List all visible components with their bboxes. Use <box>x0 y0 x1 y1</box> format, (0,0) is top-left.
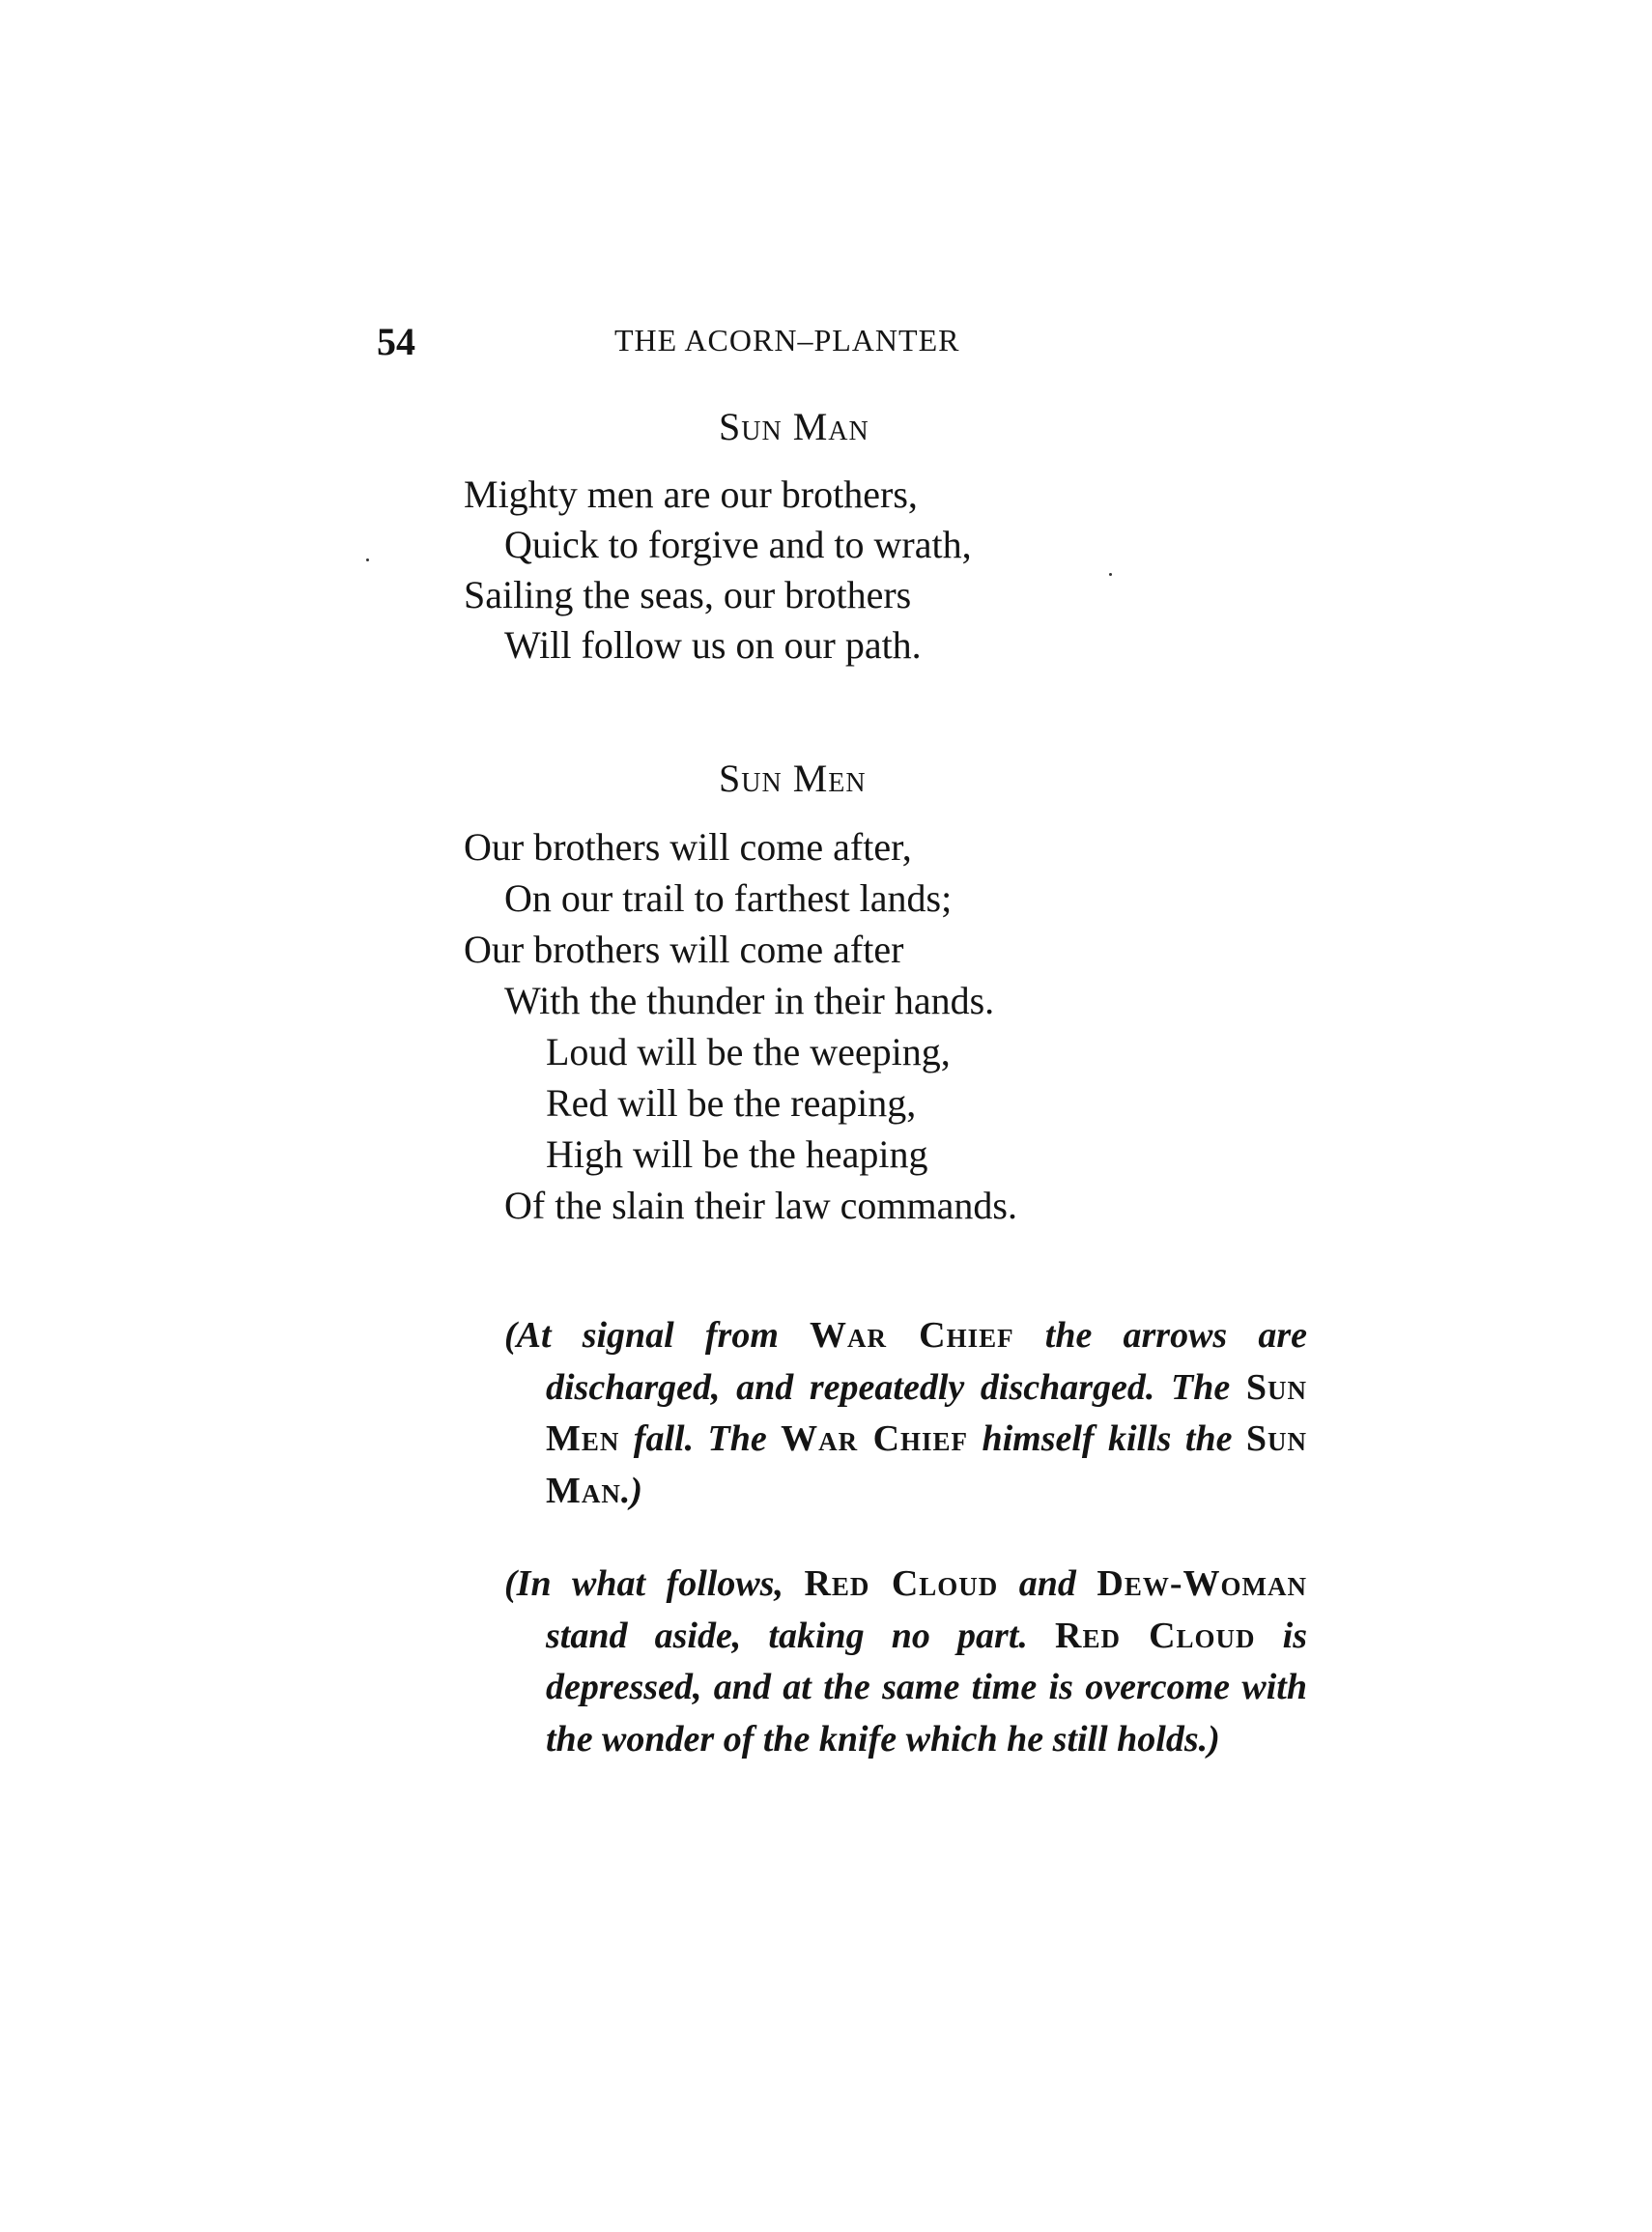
stage-text: is depressed, and at the same time is overcome with the wonder of the knife which he still holds.) <box>546 1615 1307 1760</box>
verse-line: Loud will be the weeping, <box>546 1030 951 1073</box>
stage-direction <box>504 1310 1307 1517</box>
stage-text: (At signal from <box>504 1315 811 1356</box>
stage-text: the arrows are discharged, and repeatedly discharged. The <box>546 1315 1307 1408</box>
character-name: Red Cloud <box>804 1563 999 1604</box>
character-name: War Chief <box>810 1315 1014 1356</box>
character-name: Dew-Woman <box>1097 1563 1307 1604</box>
stage-text: fall. The <box>619 1418 782 1459</box>
running-head <box>0 319 1652 367</box>
stage-text: stand aside, taking no part. <box>546 1615 1056 1656</box>
speaker-heading: Sun Man <box>719 405 869 448</box>
character-name: Red Cloud <box>1055 1615 1256 1656</box>
verse-line: High will be the heaping <box>546 1132 928 1176</box>
stage-text: .) <box>620 1470 643 1511</box>
character-name: Sun Men <box>546 1366 1307 1459</box>
verse-line: Mighty men are our brothers, <box>464 472 918 516</box>
speaker-heading: Sun Men <box>719 757 867 800</box>
stage-text: and <box>998 1563 1097 1604</box>
page-number: 54 <box>377 320 415 363</box>
verse-line: Red will be the reaping, <box>546 1081 917 1125</box>
character-name: Sun Man <box>546 1418 1308 1511</box>
verse-line: Sailing the seas, our brothers <box>464 573 912 616</box>
scan-speck <box>366 558 369 561</box>
running-title: THE ACORN–PLANTER <box>614 323 960 358</box>
character-name: War Chief <box>781 1418 969 1459</box>
verse-line: Our brothers will come after, <box>464 825 912 869</box>
verse-line: Of the slain their law commands. <box>504 1184 1017 1227</box>
verse-line: On our trail to farthest lands; <box>504 876 953 920</box>
stage-text: (In what follows, <box>504 1563 805 1604</box>
verse-line: With the thunder in their hands. <box>504 979 995 1022</box>
verse-line: Will follow us on our path. <box>504 623 922 667</box>
stage-direction <box>504 1559 1307 1765</box>
scan-speck <box>1109 573 1112 576</box>
verse-line: Quick to forgive and to wrath, <box>504 523 972 566</box>
verse-line: Our brothers will come after <box>464 928 904 971</box>
stage-text: himself kills the <box>968 1418 1246 1459</box>
